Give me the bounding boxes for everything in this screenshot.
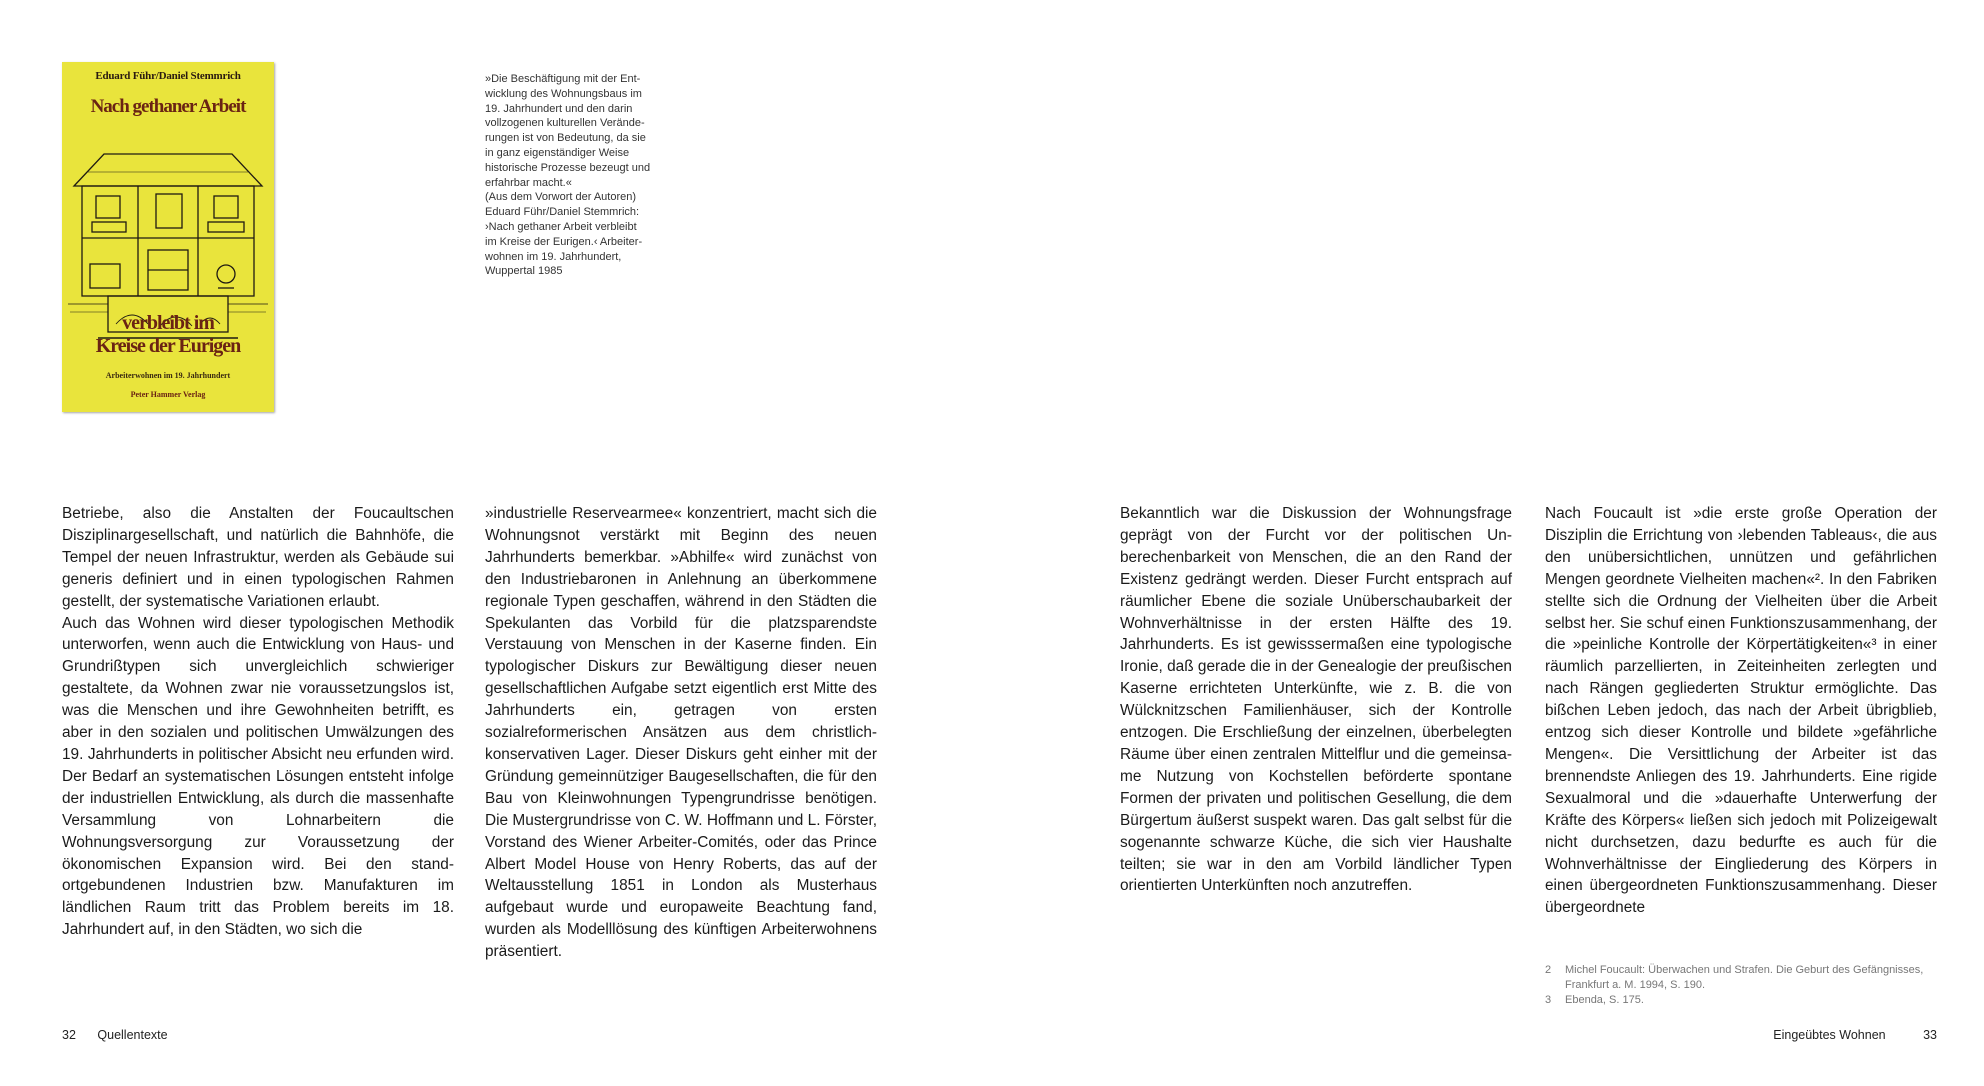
paragraph: »industrielle Reservearmee« konzentriert, macht sich die Wohnungsnot verstärkt mit Beginn des neuen Jahrhunderts bemerkbar. »Abhilfe« wird zunächst von den Industriebaronen in Anlehnung an überkommene regionale Typen geschaffen, während in den Städten die Spekulanten das Vorbild für die platzsparendste Verstauung von Menschen in der Kaserne finden. Ein typologischer Diskurs zur Bewältigung dieser neuen gesellschaftlichen Aufgabe setzt eigentlich erst Mitte des Jahrhunderts ein, getragen von ersten sozialreformerischen Ansätzen aus dem christlich-konservativen Lager. Dieser Diskurs geht einher mit der Gründung gemeinnütziger Baugesellschaften, die für den Bau von Kleinwohnungen Typengrundrisse benötigen. Die Mustergrundrisse von C. W. Hoffmann und L. Förster, Vorstand des Wiener Arbeiter-Comités, oder das Prince Albert Model House von Henry Roberts, das auf der Weltausstellung 1851 in London als Musterhaus aufgebaut wurde und europaweite Beachtung fand, wurden als Modelllösung des künftigen Arbeiterwohnens präsentiert. [485,505,877,961]
paragraph: Bekanntlich war die Diskussion der Wohnungsfrage geprägt von der Furcht vor der politischen Unberechenbarkeit von Menschen, die an den Rand der Existenz gedrängt werden. Dieser Furcht entsprach auf räumlicher Ebene die soziale Unüberschaubarkeit der Wohnverhältnisse in der ersten Hälfte des 19. Jahrhunderts. Es ist gewisssermaßen eine typologische Ironie, daß gerade die in der Genealogie der preußischen Kaserne errichteten Unterkünfte, wie z. B. die von Wülcknitzschen Familienhäuser, sich der Kontrolle entzogen. Die Erschließung der einzelnen, überbelegten Räume über einen zentralen Mittelflur und die gemeinsame Nutzung von Kochstellen beförderte spontane Formen der privaten und politischen Gesellung, die dem Bürgertum äußerst suspekt waren. Das galt selbst für die sogenannte schwarze Küche, die sich vier Haushalte teilten; sie war in den am Vorbild ländlicher Typen orientierten Unterkünften noch anzutreffen. [1120,505,1512,895]
caption-line: 19. Jahrhundert und den darin [485,102,633,115]
footer-right [1773,1028,1937,1042]
book-cover [62,62,274,412]
page-number: 32 [62,1028,76,1042]
text-column-3 [1120,503,1512,897]
footnote-text: Ebenda, S. 175. [1565,993,1644,1006]
cover-title-line: verbleibt im [122,312,214,334]
cover-title-line: Kreise der Eurigen [95,335,241,357]
footnote [1545,963,1937,993]
caption-line: in ganz eigenständiger Weise [485,146,630,159]
paragraph: Auch das Wohnen wird dieser typologischen Methodik unterworfen, wenn auch die Entwicklung von Haus- und Grundrißtypen sich unvergleichlich schwieriger gestaltete, da Wohnen zwar nie voraussetzungslos ist, was die Menschen und ihre Gewohnheiten betrifft, es aber in den sozialen und politischen Umwälzungen des 19. Jahrhunderts in politischer Absicht neu erfunden wird. Der Bedarf an systematischen Lösungen entsteht infolge der industriellen Entwicklung, als durch die massenhafte Versammlung von Lohnarbeitern die Wohnungsversorgung zur Voraussetzung der ökonomischen Expansion wird. Bei den standortgebundenen Industrien bzw. Manufakturen im ländlichen Raum tritt das Problem bereits im 18. Jahrhundert auf, in den Städten, wo sich die [62,614,454,939]
caption-line: Eduard Führ/Daniel Stemmrich: [485,206,640,219]
text-column-1 [62,503,454,941]
footnote [1545,993,1937,1008]
caption-line: vollzogenen kulturellen Verände- [485,117,645,130]
text-column-4 [1545,503,1937,919]
caption-line: »Die Beschäftigung mit der Ent- [485,73,641,85]
image-caption [485,72,685,279]
cover-subtitle: Arbeiterwohnen im 19. Jahrhundert [105,371,231,380]
cover-title-top: Nach gethaner Arbeit [90,96,246,117]
cover-authors: Eduard Führ/Daniel Stemmrich [95,70,241,82]
caption-line: historische Prozesse bezeugt und [485,161,651,174]
right-page [992,0,1984,1086]
footnote-number: 2 [1545,964,1552,976]
footnote-text: Michel Foucault: Überwachen und Strafen. Die Geburt des Gefängnisses, Frankfurt a. M. 1994, S. 190. [1565,964,1924,991]
caption-line: ›Nach gethaner Arbeit verbleibt [485,220,637,233]
page-number: 33 [1923,1028,1937,1042]
caption-line: wohnen im 19. Jahrhundert, [485,250,622,263]
text-column-2 [485,503,877,963]
paragraph: Nach Foucault ist »die erste große Operation der Disziplin die Errichtung von ›lebenden Tableaus‹, die aus den unübersichtlichen, unnützen und gefährlichen Mengen geordnete Vielheiten machen«². In den Fabriken stellte sich die Ordnung der Vielheiten über die Arbeit selbst her. Sie schuf einen Funktionszusammenhang, der die »peinliche Kontrolle der Körpertätigkeiten«³ in einer räumlich parzellierten, in Zeiteinheiten zerlegten und nach Rängen gegliederten Struktur ermöglichte. Das bißchen Leben jedoch, das nach der Arbeit übrigblieb, entzog sich dieser Kontrolle und bildete »gefährliche Mengen«. Die Versittlichung der Arbeiter ist das brennendste Anliegen des 19. Jahrhunderts. Eine rigide Sexualmoral und die »dauerhafte Unterwerfung der Kräfte des Körpers« ließen sich jedoch mit Polizeigewalt nicht durchsetzen, dazu bedurfte es auch für die Wohnverhältnisse der Eingliederung des Körpers in einen übergeordneten Funktionszusammenhang. Dieser übergeordnete [1545,505,1937,917]
cover-title-bottom [62,312,274,358]
caption-line: Wuppertal 1985 [485,265,563,278]
cover-publisher: Peter Hammer Verlag [130,390,206,399]
caption-line: erfahrbar macht.« [485,176,572,189]
footer-left [62,1028,168,1042]
caption-line: wicklung des Wohnungsbaus im [485,87,642,100]
footnotes [1545,963,1937,1007]
footnote-number: 3 [1545,993,1552,1006]
paragraph: Betriebe, also die Anstalten der Foucaultschen Disziplinargesellschaft, und natürlich die Bahnhöfe, die Tempel der neuen Infrastruktur, werden als Gebäude sui generis definiert und in einen typologischen Rahmen gestellt, der systematische Variationen erlaubt. [62,505,454,610]
caption-line: rungen ist von Bedeutung, da sie [485,132,646,145]
caption-line: im Kreise der Eurigen.‹ Arbeiter- [485,235,643,248]
caption-line: (Aus dem Vorwort der Autoren) [485,191,637,204]
section-title: Quellentexte [97,1028,168,1042]
section-title: Eingeübtes Wohnen [1773,1028,1886,1042]
